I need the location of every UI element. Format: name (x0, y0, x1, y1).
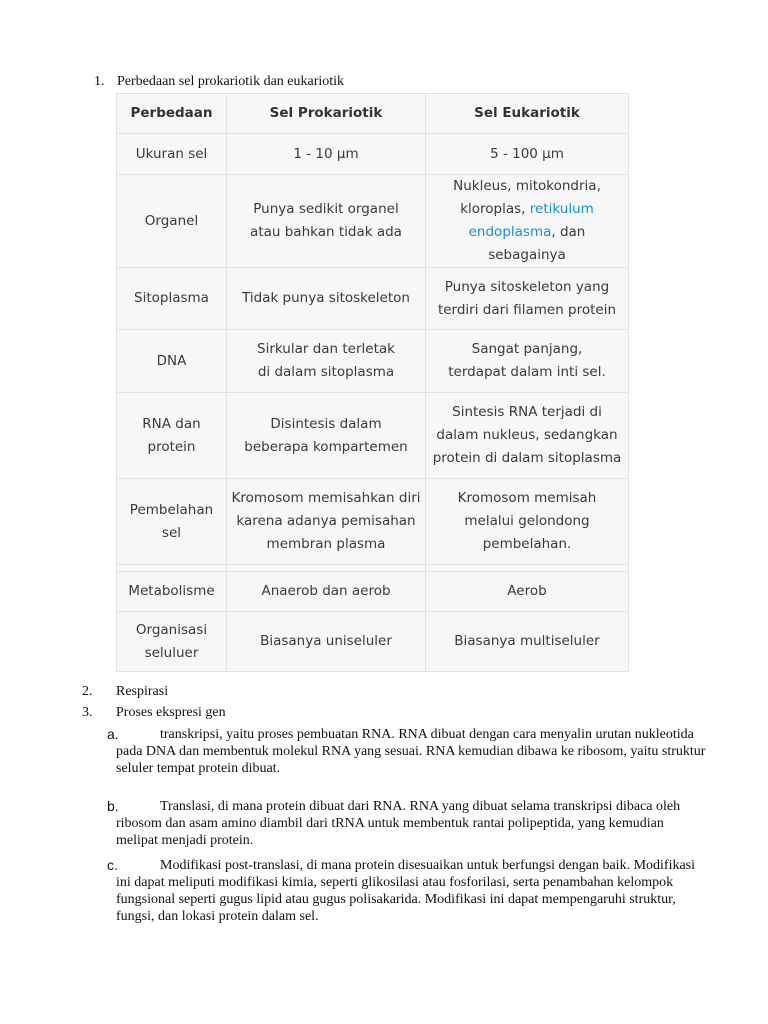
eukaryote-cell: Biasanya multiseluler (426, 612, 629, 672)
table-row (117, 393, 629, 479)
retikulum-endoplasma-link[interactable]: retikulum endoplasma (468, 201, 594, 240)
list-item-title: Respirasi (116, 684, 169, 699)
list-item-2 (82, 683, 168, 700)
row-label: RNA dan protein (117, 393, 227, 479)
sub-item-text: transkripsi, yaitu proses pembuatan RNA. RNA dibuat dengan cara menyalin urutan nukleotida pada DNA dan membentuk molekul RNA yang sesuai. RNA kemudian dibawa ke ribosom, yaitu struktur seluler tempat protein dibuat. (116, 727, 706, 776)
prokaryote-cell: Tidak punya sitoskeleton (227, 268, 426, 330)
row-label: Pembelahan sel (117, 479, 227, 565)
table-row (117, 175, 629, 268)
eukaryote-cell: 5 - 100 µm (426, 134, 629, 175)
row-label: Ukuran sel (117, 134, 227, 175)
list-item-1 (94, 73, 344, 90)
column-header: Sel Eukariotik (426, 94, 629, 134)
sub-item-text: Modifikasi post-translasi, di mana protein disesuaikan untuk berfungsi dengan baik. Modifikasi ini dapat meliputi modifikasi kimia, seperti glikosilasi atau fosforilasi, serta penambahan kelompok fungsional seperti gugus lipid atau gugus polisakarida. Modifikasi ini dapat mempengaruhi struktur, fungsi, dan lokasi protein dalam sel. (116, 858, 696, 924)
table-spacer-row (117, 565, 629, 572)
prokaryote-cell: Biasanya uniseluler (227, 612, 426, 672)
list-number: 2. (82, 684, 93, 699)
spacer-cell (117, 565, 227, 572)
eukaryote-text: Nukleus, mitokondria, kloroplas, (453, 178, 601, 217)
eukaryote-cell: Kromosom memisah melalui gelondong pembelahan. (426, 479, 629, 565)
comparison-table (116, 93, 629, 672)
column-header: Perbedaan (117, 94, 227, 134)
list-item-title: Perbedaan sel prokariotik dan eukariotik (117, 74, 345, 89)
table-header-row (117, 94, 629, 134)
sub-item-text: Translasi, di mana protein dibuat dari RNA. RNA yang dibuat selama transkripsi dibaca oleh ribosom dan asam amino diambil dari tRNA untuk membentuk rantai polipeptida, yang kemudian melipat menjadi protein. (116, 799, 681, 848)
eukaryote-cell: Sangat panjang, terdapat dalam inti sel. (426, 330, 629, 393)
sub-item-a (107, 726, 706, 777)
list-item-3 (82, 704, 226, 721)
eukaryote-cell: Aerob (426, 572, 629, 612)
row-label: Organisasi seluluer (117, 612, 227, 672)
list-number: 1. (94, 74, 105, 89)
prokaryote-cell: Anaerob dan aerob (227, 572, 426, 612)
table-row (117, 572, 629, 612)
sub-letter: a. (107, 726, 119, 742)
prokaryote-cell: Kromosom memisahkan diri karena adanya pemisahan membran plasma (227, 479, 426, 565)
list-item-title: Proses ekspresi gen (116, 705, 226, 720)
table-row (117, 268, 629, 330)
spacer-cell (227, 565, 426, 572)
table-row (117, 330, 629, 393)
prokaryote-cell: Disintesis dalam beberapa kompartemen (227, 393, 426, 479)
prokaryote-cell: Sirkular dan terletak di dalam sitoplasma (227, 330, 426, 393)
sub-letter: b. (107, 798, 119, 814)
sub-item-b (107, 798, 706, 849)
prokaryote-cell: 1 - 10 µm (227, 134, 426, 175)
eukaryote-text: , dan sebagainya (488, 224, 586, 263)
row-label: Sitoplasma (117, 268, 227, 330)
table-row (117, 479, 629, 565)
row-label: DNA (117, 330, 227, 393)
row-label: Metabolisme (117, 572, 227, 612)
table-row (117, 612, 629, 672)
column-header: Sel Prokariotik (227, 94, 426, 134)
comparison-table-region (116, 93, 628, 672)
list-number: 3. (82, 705, 93, 720)
prokaryote-cell: Punya sedikit organel atau bahkan tidak ada (227, 175, 426, 268)
sub-letter: c. (107, 857, 118, 873)
eukaryote-cell (426, 175, 629, 268)
sub-item-c (107, 857, 706, 925)
row-label: Organel (117, 175, 227, 268)
eukaryote-cell: Punya sitoskeleton yang terdiri dari filamen protein (426, 268, 629, 330)
eukaryote-cell: Sintesis RNA terjadi di dalam nukleus, sedangkan protein di dalam sitoplasma (426, 393, 629, 479)
table-row (117, 134, 629, 175)
spacer-cell (426, 565, 629, 572)
